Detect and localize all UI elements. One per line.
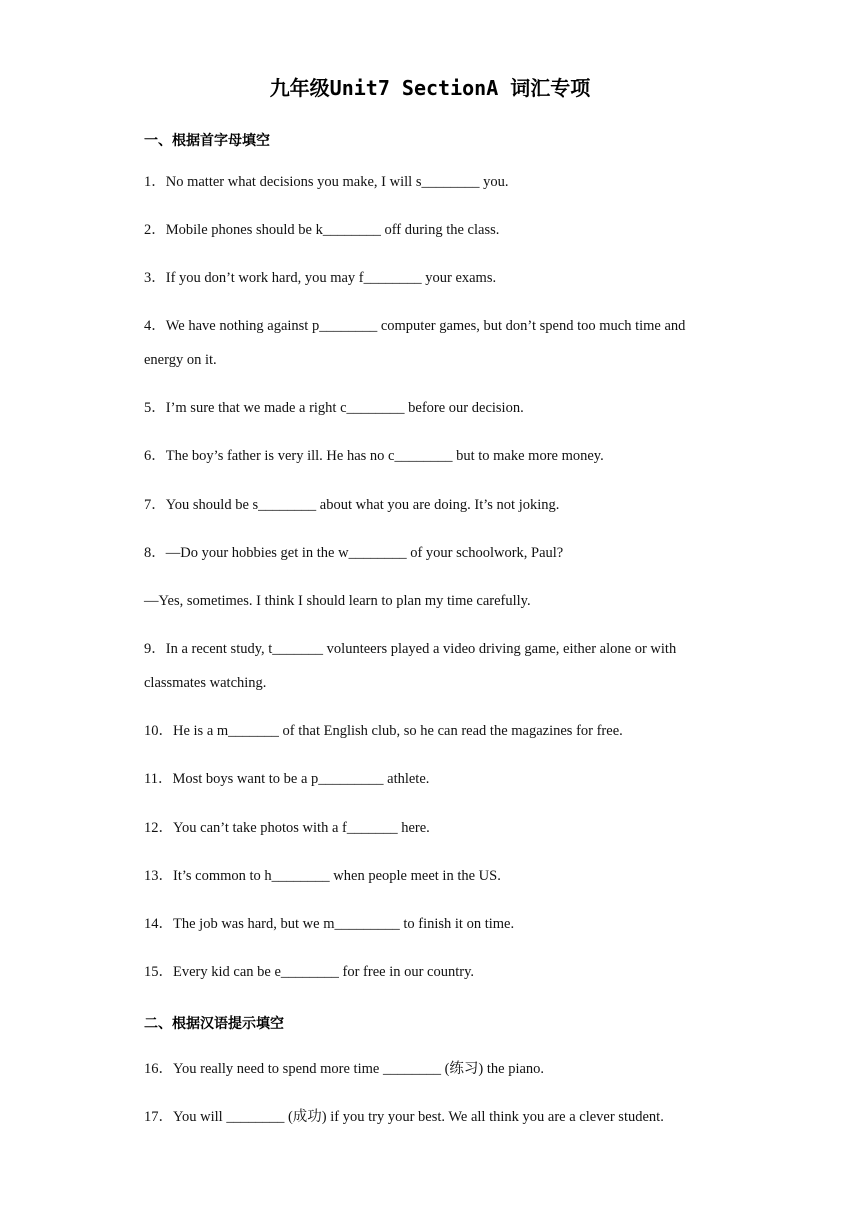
question-line: 13．It’s common to h________ when people meet in the US. <box>144 868 501 884</box>
question-line: 16．You really need to spend more time ________ (练习) the piano. <box>144 1061 545 1077</box>
question-line-continuation: classmates watching. <box>144 675 267 691</box>
question-line: 7．You should be s________ about what you are doing. It’s not joking. <box>144 497 560 513</box>
question-line: 1．No matter what decisions you make, I will s________ you. <box>144 174 509 190</box>
question-line: 8．—Do your hobbies get in the w________ of your schoolwork, Paul? <box>144 545 564 561</box>
section-heading-1: 一、根据首字母填空 <box>144 133 270 149</box>
question-line: 5．I’m sure that we made a right c________ before our decision. <box>144 400 524 416</box>
section-heading-2: 二、根据汉语提示填空 <box>144 1016 284 1032</box>
question-line: 15．Every kid can be e________ for free in our country. <box>144 964 475 980</box>
question-line: 12．You can’t take photos with a f_______ here. <box>144 820 430 836</box>
question-line: 10．He is a m_______ of that English club, so he can read the magazines for free. <box>144 723 623 739</box>
question-line-continuation: energy on it. <box>144 352 217 368</box>
question-line: 11．Most boys want to be a p_________ athlete. <box>144 771 430 787</box>
question-line: 3．If you don’t work hard, you may f________ your exams. <box>144 270 497 286</box>
question-line: 4．We have nothing against p________ computer games, but don’t spend too much time and <box>144 318 686 334</box>
page-title: 九年级Unit7 SectionA 词汇专项 <box>269 76 591 100</box>
question-line: 9．In a recent study, t_______ volunteers played a video driving game, either alone or with <box>144 641 677 657</box>
question-line: 2．Mobile phones should be k________ off during the class. <box>144 222 500 238</box>
question-line-continuation: —Yes, sometimes. I think I should learn to plan my time carefully. <box>144 593 531 609</box>
question-line: 14．The job was hard, but we m_________ to finish it on time. <box>144 916 515 932</box>
question-line: 6．The boy’s father is very ill. He has no c________ but to make more money. <box>144 448 604 464</box>
question-line: 17．You will ________ (成功) if you try your best. We all think you are a clever student. <box>144 1109 664 1125</box>
